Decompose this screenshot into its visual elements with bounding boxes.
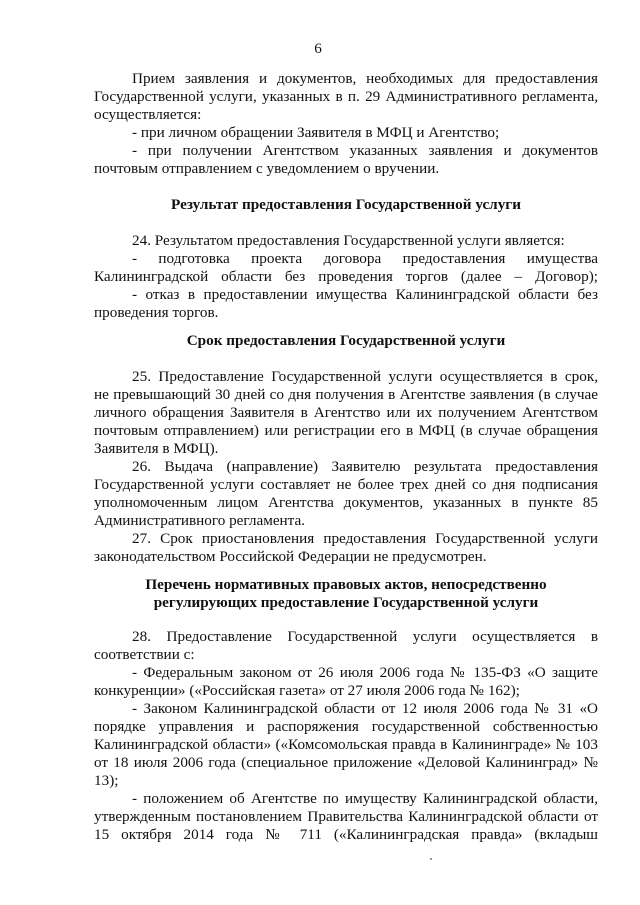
text-line: соответствии с:	[94, 646, 195, 663]
list-item: - Законом Калининградской области от 12 июля 2006 года № 31 «О	[132, 700, 598, 717]
text-line: почтовым отправлением) или регистрации его в МФЦ (в случае обращения	[94, 422, 598, 439]
text-line: Калининградской области без проведения торгов (далее – Договор);	[94, 268, 598, 285]
text-line: 15 октября 2014 года № 711 («Калининградская правда» (вкладыш	[94, 826, 598, 843]
section-heading: Срок предоставления Государственной услуги	[186, 332, 506, 349]
list-item: - при получении Агентством указанных заявления и документов	[132, 142, 598, 159]
text-line: уполномоченным лицом Агентства документов, указанных в пункте 85	[94, 494, 598, 511]
text-line: 13);	[94, 772, 119, 789]
text-line: Государственной услуги, указанных в п. 29 Административного регламента,	[94, 88, 598, 105]
clause-28: 28. Предоставление Государственной услуги осуществляется в	[132, 628, 598, 645]
text-line: от 18 июля 2006 года (специальное приложение «Деловой Калининград» №	[94, 754, 598, 771]
text-line: Прием заявления и документов, необходимых для предоставления	[132, 70, 598, 87]
text-line: почтовым отправлением с уведомлением о вручении.	[94, 160, 440, 177]
list-item: - подготовка проекта договора предоставления имущества	[132, 250, 598, 267]
list-item: - положением об Агентстве по имуществу Калининградской области,	[132, 790, 598, 807]
text-line: Калининградской области» («Комсомольская правда в Калининграде» № 103	[94, 736, 598, 753]
text-line: осуществляется:	[94, 106, 202, 123]
text-line: Государственной услуги составляет не более трех дней со дня подписания	[94, 476, 598, 493]
text-line: порядке управления и распоряжения государственной собственностью	[94, 718, 598, 735]
section-heading: Перечень нормативных правовых актов, непосредственно	[145, 576, 547, 593]
list-item: - Федеральным законом от 26 июля 2006 года № 135-ФЗ «О защите	[132, 664, 598, 681]
list-item: - при личном обращении Заявителя в МФЦ и Агентство;	[132, 124, 500, 141]
clause-24: 24. Результатом предоставления Государственной услуги является:	[132, 232, 565, 249]
page-number: 6	[314, 40, 322, 57]
clause-26: 26. Выдача (направление) Заявителю результата предоставления	[132, 458, 598, 475]
text-line: конкуренции» («Российская газета» от 27 июля 2006 года № 162);	[94, 682, 520, 699]
text-line: утвержденным постановлением Правительства Калининградской области от	[94, 808, 598, 825]
list-item: - отказ в предоставлении имущества Калининградской области без	[132, 286, 598, 303]
section-heading: регулирующих предоставление Государственной услуги	[153, 594, 539, 611]
text-line: Административного регламента.	[94, 512, 306, 529]
text-line: Заявителя в МФЦ).	[94, 440, 219, 457]
text-line: законодательством Российской Федерации не предусмотрен.	[94, 548, 487, 565]
scan-speck	[430, 858, 432, 860]
section-heading: Результат предоставления Государственной услуги	[171, 196, 521, 213]
text-line: личного обращения Заявителя в Агентство или их получением Агентством	[94, 404, 598, 421]
text-line: проведения торгов.	[94, 304, 219, 321]
text-line: не превышающий 30 дней со дня получения в Агентстве заявления (в случае	[94, 386, 598, 403]
clause-25: 25. Предоставление Государственной услуги осуществляется в срок,	[132, 368, 598, 385]
clause-27: 27. Срок приостановления предоставления Государственной услуги	[132, 530, 598, 547]
